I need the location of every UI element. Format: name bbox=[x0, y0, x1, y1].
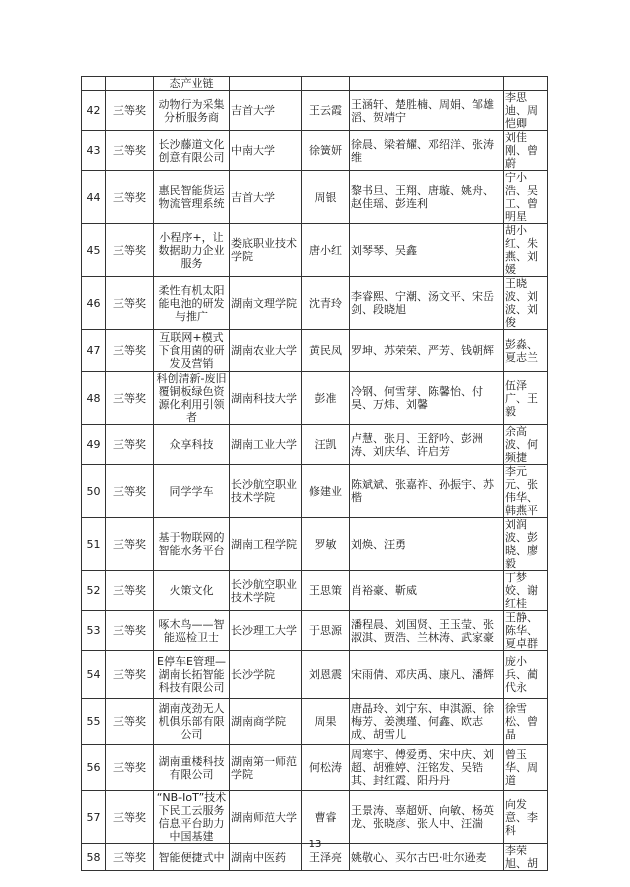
cell-no: 51 bbox=[82, 518, 106, 571]
cell-advisor: 宁小浩、吴工、曾明星 bbox=[504, 171, 548, 224]
table-row bbox=[82, 372, 548, 425]
cell-award: 三等奖 bbox=[106, 171, 154, 224]
table-row bbox=[82, 745, 548, 791]
cell-members: 宋雨倩、邓庆禹、康凡、潘辉 bbox=[350, 651, 504, 699]
cell-no: 46 bbox=[82, 277, 106, 330]
cell-leader: 于思源 bbox=[302, 611, 350, 651]
cell-members: 姚敬心、买尔古巴·吐尔逊麦 bbox=[350, 844, 504, 871]
cell-school: 湖南商学院 bbox=[230, 699, 302, 745]
table-row bbox=[82, 651, 548, 699]
cell-award: 三等奖 bbox=[106, 131, 154, 171]
cell-award bbox=[106, 77, 154, 91]
cell-advisor: 刘润波、彭晓、廖毅 bbox=[504, 518, 548, 571]
cell-project: 众享科技 bbox=[154, 425, 230, 465]
cell-leader: 周银 bbox=[302, 171, 350, 224]
cell-school: 湖南农业大学 bbox=[230, 330, 302, 372]
cell-award: 三等奖 bbox=[106, 224, 154, 277]
cell-leader: 黄民凤 bbox=[302, 330, 350, 372]
cell-project: 柔性有机太阳能电池的研发与推广 bbox=[154, 277, 230, 330]
cell-award: 三等奖 bbox=[106, 791, 154, 844]
table-row bbox=[82, 699, 548, 745]
cell-project: 火策文化 bbox=[154, 571, 230, 611]
cell-members: 王景涛、辜超妍、向敏、杨英龙、张晓彦、张人中、汪湍 bbox=[350, 791, 504, 844]
table-row bbox=[82, 425, 548, 465]
cell-award: 三等奖 bbox=[106, 330, 154, 372]
cell-advisor: 刘佳刚、曾蔚 bbox=[504, 131, 548, 171]
cell-advisor: 向发意、李科 bbox=[504, 791, 548, 844]
cell-leader: 王云霞 bbox=[302, 91, 350, 131]
table-row bbox=[82, 571, 548, 611]
cell-members: 周寒宇、傅爱勇、宋中庆、刘超、胡雅婷、汪铭发、吴锆其、封红霞、阳丹丹 bbox=[350, 745, 504, 791]
cell-leader: 王思策 bbox=[302, 571, 350, 611]
cell-no: 56 bbox=[82, 745, 106, 791]
cell-no: 53 bbox=[82, 611, 106, 651]
cell-school: 湖南工业大学 bbox=[230, 425, 302, 465]
cell-no: 47 bbox=[82, 330, 106, 372]
cell-project: 基于物联网的智能水务平台 bbox=[154, 518, 230, 571]
cell-leader: 沈青玲 bbox=[302, 277, 350, 330]
cell-no: 52 bbox=[82, 571, 106, 611]
cell-members: 陈斌斌、张嘉祚、孙振宇、苏楷 bbox=[350, 465, 504, 518]
cell-award: 三等奖 bbox=[106, 425, 154, 465]
cell-advisor: 彭淼、夏志兰 bbox=[504, 330, 548, 372]
cell-members: 刘焕、汪勇 bbox=[350, 518, 504, 571]
cell-advisor: 余高波、何频捷 bbox=[504, 425, 548, 465]
cell-no: 42 bbox=[82, 91, 106, 131]
awards-table bbox=[81, 76, 548, 871]
cell-advisor: 徐雪松、曾晶 bbox=[504, 699, 548, 745]
table-row bbox=[82, 330, 548, 372]
cell-members: 唐晶玲、刘宁东、申淇源、徐梅芳、姜澳瑾、何鑫、欧志成、胡雪儿 bbox=[350, 699, 504, 745]
cell-advisor: 庞小兵、蔺代永 bbox=[504, 651, 548, 699]
cell-no: 50 bbox=[82, 465, 106, 518]
cell-no: 57 bbox=[82, 791, 106, 844]
cell-project: 啄木鸟——智能巡检卫士 bbox=[154, 611, 230, 651]
cell-school bbox=[230, 77, 302, 91]
cell-leader: 曹睿 bbox=[302, 791, 350, 844]
cell-no: 48 bbox=[82, 372, 106, 425]
cell-school: 湖南师范大学 bbox=[230, 791, 302, 844]
awards-table-body bbox=[82, 77, 548, 871]
table-row bbox=[82, 465, 548, 518]
cell-leader: 刘恩震 bbox=[302, 651, 350, 699]
cell-members: 罗坤、苏荣荣、严芳、钱朝辉 bbox=[350, 330, 504, 372]
cell-project: 态产业链 bbox=[154, 77, 230, 91]
cell-no: 58 bbox=[82, 844, 106, 871]
cell-project: “NB-IoT”技术下民工云服务信息平台助力中国基建 bbox=[154, 791, 230, 844]
cell-no: 44 bbox=[82, 171, 106, 224]
cell-award: 三等奖 bbox=[106, 844, 154, 871]
cell-advisor: 李元元、张伟华、韩燕平 bbox=[504, 465, 548, 518]
page-number: 13 bbox=[308, 839, 322, 850]
cell-award: 三等奖 bbox=[106, 465, 154, 518]
cell-leader: 彭准 bbox=[302, 372, 350, 425]
cell-award: 三等奖 bbox=[106, 277, 154, 330]
cell-award: 三等奖 bbox=[106, 571, 154, 611]
cell-school: 吉首大学 bbox=[230, 171, 302, 224]
cell-school: 湖南中医药 bbox=[230, 844, 302, 871]
cell-school: 湖南工程学院 bbox=[230, 518, 302, 571]
cell-members: 冷钢、何雪芽、陈馨怡、付昊、万炜、刘馨 bbox=[350, 372, 504, 425]
cell-members: 肖裕豪、靳威 bbox=[350, 571, 504, 611]
cell-no: 45 bbox=[82, 224, 106, 277]
cell-leader: 周果 bbox=[302, 699, 350, 745]
cell-advisor bbox=[504, 77, 548, 91]
cell-leader: 徐簧妍 bbox=[302, 131, 350, 171]
cell-advisor: 伍泽广、王毅 bbox=[504, 372, 548, 425]
cell-no: 54 bbox=[82, 651, 106, 699]
cell-leader: 汪凯 bbox=[302, 425, 350, 465]
table-row bbox=[82, 91, 548, 131]
cell-members: 徐晨、梁着耀、邓绍洋、张涛维 bbox=[350, 131, 504, 171]
cell-no: 43 bbox=[82, 131, 106, 171]
cell-project: 互联网+模式下食用菌的研发及营销 bbox=[154, 330, 230, 372]
cell-school: 娄底职业技术学院 bbox=[230, 224, 302, 277]
cell-members: 黎书旦、王翔、唐璇、姚舟、赵佳瑶、彭连利 bbox=[350, 171, 504, 224]
cell-advisor: 李思迪、周恺卿 bbox=[504, 91, 548, 131]
cell-school: 长沙航空职业技术学院 bbox=[230, 465, 302, 518]
cell-leader: 王泽亮 bbox=[302, 844, 350, 871]
cell-project: 动物行为采集分析服务商 bbox=[154, 91, 230, 131]
table-row bbox=[82, 224, 548, 277]
cell-leader: 何松涛 bbox=[302, 745, 350, 791]
cell-members: 卢慧、张月、王舒吟、彭洲涛、刘庆华、许启芳 bbox=[350, 425, 504, 465]
cell-school: 长沙航空职业技术学院 bbox=[230, 571, 302, 611]
table-row bbox=[82, 77, 548, 91]
cell-award: 三等奖 bbox=[106, 518, 154, 571]
cell-award: 三等奖 bbox=[106, 91, 154, 131]
cell-leader: 罗敏 bbox=[302, 518, 350, 571]
table-row bbox=[82, 277, 548, 330]
cell-no: 55 bbox=[82, 699, 106, 745]
cell-leader: 修建业 bbox=[302, 465, 350, 518]
cell-no bbox=[82, 77, 106, 91]
cell-award: 三等奖 bbox=[106, 699, 154, 745]
cell-members: 潘程晨、刘国贤、王玉莹、张淑淇、贾浩、兰林涛、武家豪 bbox=[350, 611, 504, 651]
cell-project: 湖南重楼科技有限公司 bbox=[154, 745, 230, 791]
table-row bbox=[82, 611, 548, 651]
cell-leader bbox=[302, 77, 350, 91]
cell-project: 智能便捷式中 bbox=[154, 844, 230, 871]
cell-members: 王涵轩、楚胜楠、周娟、邹雄滔、贺靖宁 bbox=[350, 91, 504, 131]
cell-school: 湖南文理学院 bbox=[230, 277, 302, 330]
table-row bbox=[82, 171, 548, 224]
cell-school: 湖南科技大学 bbox=[230, 372, 302, 425]
cell-advisor: 胡小红、朱燕、刘媛 bbox=[504, 224, 548, 277]
cell-project: 长沙藤道文化创意有限公司 bbox=[154, 131, 230, 171]
cell-advisor: 曾玉华、周道 bbox=[504, 745, 548, 791]
cell-leader: 唐小红 bbox=[302, 224, 350, 277]
cell-advisor: 李荣旭、胡 bbox=[504, 844, 548, 871]
cell-no: 49 bbox=[82, 425, 106, 465]
table-row bbox=[82, 518, 548, 571]
cell-school: 中南大学 bbox=[230, 131, 302, 171]
cell-members: 李睿熙、宁潮、汤文平、宋岳剑、段晓旭 bbox=[350, 277, 504, 330]
cell-project: 惠民智能货运物流管理系统 bbox=[154, 171, 230, 224]
cell-advisor: 王静、陈华、夏卓群 bbox=[504, 611, 548, 651]
cell-school: 长沙学院 bbox=[230, 651, 302, 699]
cell-project: 同学学车 bbox=[154, 465, 230, 518]
cell-school: 吉首大学 bbox=[230, 91, 302, 131]
cell-project: 科创清新-废旧覆铜板绿色资源化利用引领者 bbox=[154, 372, 230, 425]
cell-award: 三等奖 bbox=[106, 372, 154, 425]
cell-project: E停车E管理—湖南长拓智能科技有限公司 bbox=[154, 651, 230, 699]
cell-members bbox=[350, 77, 504, 91]
cell-project: 湖南茂劲无人机俱乐部有限公司 bbox=[154, 699, 230, 745]
cell-award: 三等奖 bbox=[106, 651, 154, 699]
cell-school: 湖南第一师范学院 bbox=[230, 745, 302, 791]
cell-project: 小程序+，让数据助力企业服务 bbox=[154, 224, 230, 277]
cell-award: 三等奖 bbox=[106, 745, 154, 791]
cell-members: 刘琴琴、吴鑫 bbox=[350, 224, 504, 277]
table-row bbox=[82, 131, 548, 171]
cell-advisor: 丁梦姣、谢红桂 bbox=[504, 571, 548, 611]
cell-award: 三等奖 bbox=[106, 611, 154, 651]
table-row bbox=[82, 791, 548, 844]
cell-advisor: 王晓波、刘波、刘俊 bbox=[504, 277, 548, 330]
cell-school: 长沙理工大学 bbox=[230, 611, 302, 651]
